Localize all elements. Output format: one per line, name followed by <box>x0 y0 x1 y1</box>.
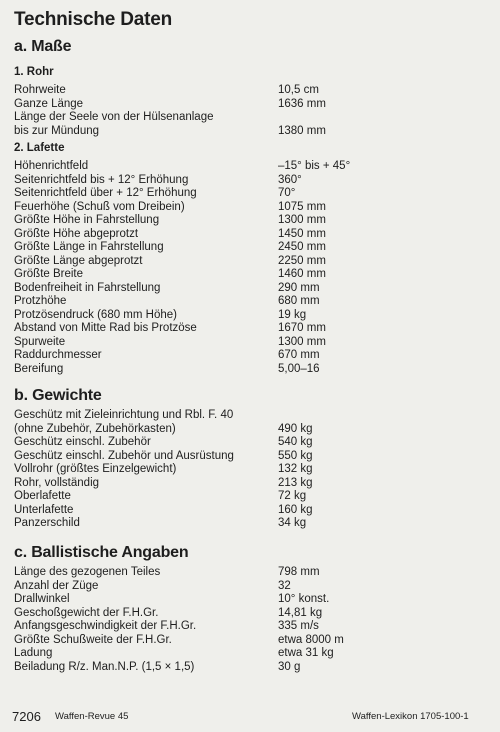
row-label: (ohne Zubehör, Zubehörkasten) <box>14 422 176 435</box>
row-value: 5,00–16 <box>278 362 320 375</box>
footer-revue: Waffen-Revue 45 <box>55 711 129 722</box>
table-row <box>14 214 494 228</box>
lafette-rows <box>14 160 494 376</box>
table-row <box>14 566 494 580</box>
row-label: Unterlafette <box>14 503 74 516</box>
table-row <box>14 309 494 323</box>
gewichte-rows <box>14 409 494 531</box>
row-value: 490 kg <box>278 422 313 435</box>
row-label: Länge des gezogenen Teiles <box>14 566 161 578</box>
table-row <box>14 282 494 296</box>
table-row <box>14 477 494 491</box>
table-row <box>14 111 494 125</box>
row-label: Länge der Seele von der Hülsenanlage <box>14 111 214 123</box>
section-title-masse: a. Maße <box>14 38 72 55</box>
row-value: 798 mm <box>278 566 320 578</box>
table-row <box>14 490 494 504</box>
subsection-title-rohr: 1. Rohr <box>14 66 54 78</box>
row-value: etwa 31 kg <box>278 647 334 659</box>
row-label: Ladung <box>14 647 53 659</box>
table-row <box>14 84 494 98</box>
row-label: Spurweite <box>14 335 66 348</box>
table-row <box>14 593 494 607</box>
row-label: Protzösendruck (680 mm Höhe) <box>14 308 177 321</box>
row-value: –15° bis + 45° <box>278 160 351 172</box>
row-value: 1380 mm <box>278 124 326 137</box>
row-value: 1075 mm <box>278 200 326 213</box>
table-row <box>14 174 494 188</box>
row-value: 30 g <box>278 660 301 673</box>
table-row <box>14 647 494 661</box>
row-value: 360° <box>278 173 302 186</box>
row-value: 10° konst. <box>278 593 330 605</box>
row-label: Anzahl der Züge <box>14 579 99 592</box>
table-row <box>14 295 494 309</box>
row-value: 160 kg <box>278 503 313 516</box>
table-row <box>14 336 494 350</box>
row-value: etwa 8000 m <box>278 633 344 646</box>
row-label: Größte Höhe abgeprotzt <box>14 227 139 240</box>
row-label: Vollrohr (größtes Einzelgewicht) <box>14 463 177 475</box>
row-label: Geschütz einschl. Zubehör und Ausrüstung <box>14 449 234 462</box>
row-label: Geschoßgewicht der F.H.Gr. <box>14 606 159 619</box>
row-value: 2250 mm <box>278 254 326 267</box>
row-label: Größte Länge in Fahrstellung <box>14 241 164 253</box>
row-label: Feuerhöhe (Schuß vom Dreibein) <box>14 200 185 213</box>
table-row <box>14 125 494 139</box>
table-row <box>14 504 494 518</box>
table-row <box>14 322 494 336</box>
table-row <box>14 255 494 269</box>
table-row <box>14 580 494 594</box>
row-value: 1300 mm <box>278 214 326 226</box>
table-row <box>14 160 494 174</box>
row-value: 70° <box>278 187 296 199</box>
table-row <box>14 268 494 282</box>
row-value: 1450 mm <box>278 227 326 240</box>
table-row <box>14 201 494 215</box>
table-row <box>14 450 494 464</box>
row-value: 132 kg <box>278 463 313 475</box>
table-row <box>14 607 494 621</box>
row-label: Protzhöhe <box>14 295 67 307</box>
table-row <box>14 463 494 477</box>
row-label: Oberlafette <box>14 490 71 502</box>
row-label: Geschütz mit Zieleinrichtung und Rbl. F. 40 <box>14 409 234 421</box>
row-label: Größte Breite <box>14 268 84 280</box>
section-title-gewichte: b. Gewichte <box>14 387 102 404</box>
row-value: 19 kg <box>278 308 307 321</box>
row-value: 290 mm <box>278 281 320 294</box>
row-value: 1636 mm <box>278 97 326 110</box>
row-label: Bereifung <box>14 362 64 375</box>
row-value: 72 kg <box>278 490 307 502</box>
row-label: Seitenrichtfeld bis + 12° Erhöhung <box>14 173 189 186</box>
row-value: 680 mm <box>278 295 320 307</box>
row-label: Höhenrichtfeld <box>14 160 89 172</box>
table-row <box>14 241 494 255</box>
row-value: 1460 mm <box>278 268 326 280</box>
row-label: Größte Länge abgeprotzt <box>14 254 143 267</box>
table-row <box>14 620 494 634</box>
row-value: 1300 mm <box>278 335 326 348</box>
row-label: Größte Schußweite der F.H.Gr. <box>14 633 172 646</box>
row-label: Geschütz einschl. Zubehör <box>14 436 151 448</box>
table-row <box>14 517 494 531</box>
row-value: 335 m/s <box>278 620 319 632</box>
table-row <box>14 409 494 423</box>
section-title-ballistik: c. Ballistische Angaben <box>14 544 189 561</box>
row-label: Raddurchmesser <box>14 349 102 361</box>
row-label: Abstand von Mitte Rad bis Protzöse <box>14 322 197 334</box>
table-row <box>14 634 494 648</box>
row-value: 2450 mm <box>278 241 326 253</box>
table-row <box>14 661 494 675</box>
subsection-title-lafette: 2. Lafette <box>14 142 65 154</box>
ballistik-rows <box>14 566 494 674</box>
table-row <box>14 187 494 201</box>
table-row <box>14 349 494 363</box>
table-row <box>14 98 494 112</box>
row-label: Ganze Länge <box>14 97 84 110</box>
row-label: bis zur Mündung <box>14 124 100 137</box>
row-label: Rohr, vollständig <box>14 476 100 489</box>
footer-page-number: 7206 <box>12 709 41 724</box>
page-title: Technische Daten <box>14 9 172 30</box>
row-label: Bodenfreiheit in Fahrstellung <box>14 281 161 294</box>
row-value: 14,81 kg <box>278 606 323 619</box>
row-label: Panzerschild <box>14 517 80 529</box>
row-value: 1670 mm <box>278 322 326 334</box>
row-value: 213 kg <box>278 476 313 489</box>
row-value: 32 <box>278 579 291 592</box>
row-value: 34 kg <box>278 517 307 529</box>
row-label: Beiladung R/z. Man.N.P. (1,5 × 1,5) <box>14 660 195 673</box>
rohr-rows <box>14 84 494 138</box>
row-label: Größte Höhe in Fahrstellung <box>14 214 160 226</box>
table-row <box>14 363 494 377</box>
row-label: Rohrweite <box>14 84 66 96</box>
table-row <box>14 228 494 242</box>
row-label: Seitenrichtfeld über + 12° Erhöhung <box>14 187 197 199</box>
footer-lexikon: Waffen-Lexikon 1705-100-1 <box>352 711 469 722</box>
row-value: 550 kg <box>278 449 313 462</box>
row-value: 670 mm <box>278 349 320 361</box>
row-value: 540 kg <box>278 436 313 448</box>
row-value: 10,5 cm <box>278 84 319 96</box>
row-label: Drallwinkel <box>14 593 70 605</box>
table-row <box>14 436 494 450</box>
row-label: Anfangsgeschwindigkeit der F.H.Gr. <box>14 620 197 632</box>
table-row <box>14 423 494 437</box>
